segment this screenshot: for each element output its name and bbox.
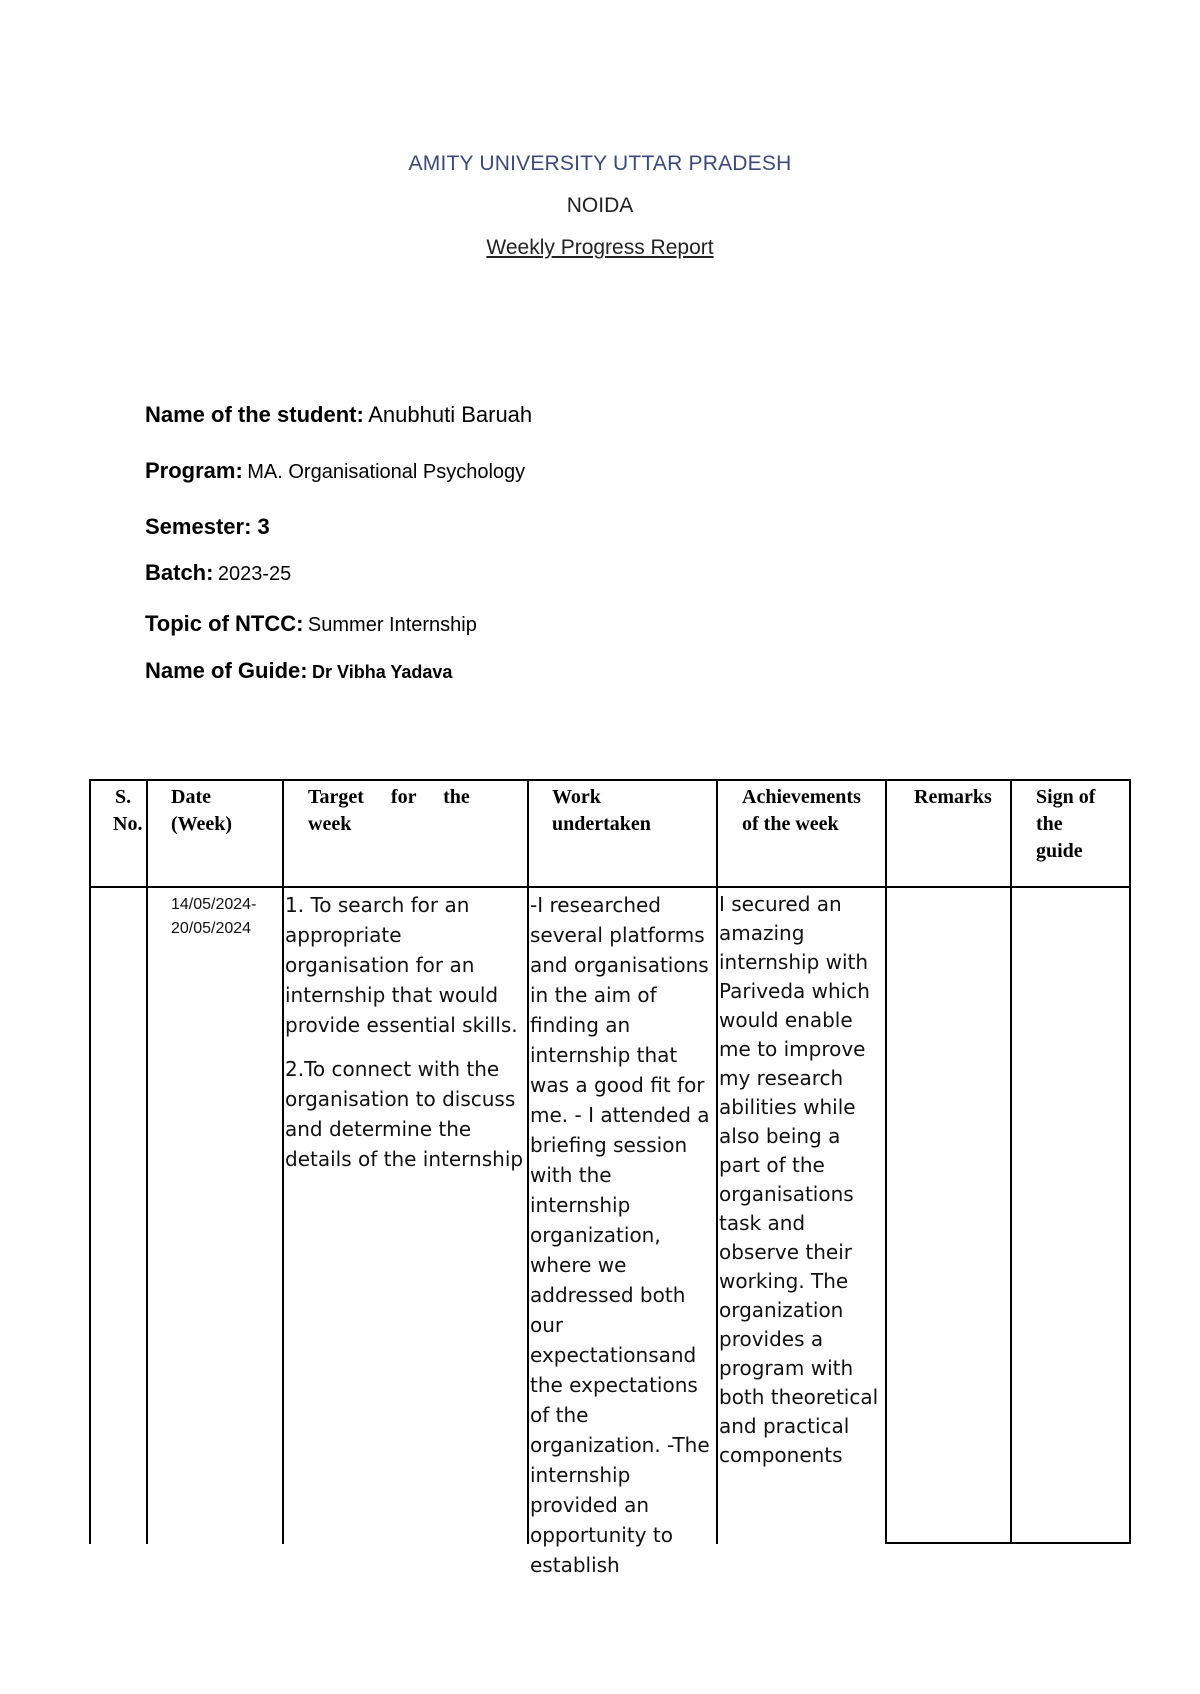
semester-label: Semester: 3 [145,514,270,539]
student-name-row [145,402,532,428]
table-top-border [89,779,1131,781]
table-col-line [89,779,91,1544]
table-col-line [527,779,529,1544]
header-sign [1036,784,1095,865]
program-label: Program: [145,458,243,483]
header-target-line1: Target for the [308,786,470,808]
header-work-line1: Work [552,786,601,808]
batch-value: 2023-25 [217,563,292,585]
header-date-line1: Date [171,786,211,808]
university-name: AMITY UNIVERSITY UTTAR PRADESH [408,152,792,175]
city-name: NOIDA [566,194,634,217]
topic-value: Summer Internship [307,614,477,636]
row1-target-point2: 2.To connect with the organisation to discuss and determine the details of the internship [285,1057,524,1171]
header-work-line2: undertaken [552,813,651,835]
topic-label: Topic of NTCC: [145,611,304,636]
program-value: MA. Organisational Psychology [247,461,526,483]
header-sign-line1: Sign of [1036,786,1096,808]
header-sno [113,784,142,838]
guide-label: Name of Guide: [145,658,308,683]
table-col-line [885,779,887,1544]
row1-target [285,890,525,1174]
header-sno-line2: No. [113,813,143,835]
header-achievements-line2: of the week [742,813,839,835]
header-work [552,784,651,838]
program-row [145,458,525,484]
row1-target-point1: 1. To search for an appropriate organisation for an internship that would provide essential skills. [285,893,518,1037]
header-date [171,784,232,838]
guide-value: Dr Vibha Yadava [312,662,453,682]
row1-date [171,893,281,941]
batch-label: Batch: [145,560,214,585]
header-target-line2: week [308,813,352,835]
row1-date-line2: 20/05/2024 [171,920,252,937]
header-sign-line2: the [1036,813,1063,835]
row1-achievements-text: I secured an amazing internship with Pariveda which would enable me to improve my research abilities while also being a part of the organisations task and observe their working. The organization provides a program with both theoretical and practical components [719,892,879,1467]
header-remarks [914,784,992,811]
guide-row [145,658,452,684]
row1-achievements [719,890,885,1470]
table-col-line [1010,779,1012,1544]
student-name-label: Name of the student: [145,402,364,427]
semester-row [145,514,270,540]
header-achievements-line1: Achievements [742,786,861,808]
table-col-line [282,779,284,1544]
student-name-value: Anubhuti Baruah [368,402,533,427]
table-col-line [1129,779,1131,1544]
header-remarks-line1: Remarks [914,786,992,808]
report-title: Weekly Progress Report [486,236,714,259]
topic-row [145,611,477,637]
table-bottom-border [885,1542,1131,1544]
header-achievements [742,784,861,838]
header-sign-line3: guide [1036,840,1083,862]
header-sno-line1: S. [115,786,132,808]
table-col-line [146,779,148,1544]
header-date-line2: (Week) [171,813,233,835]
header-target [308,784,483,838]
batch-row [145,560,291,586]
table-col-line [716,779,718,1544]
table-header-divider [89,886,1131,888]
row1-work-undertaken [530,890,716,1577]
row1-date-line1: 14/05/2024- [171,896,257,913]
row1-work-text: -I researched several platforms and organisations in the aim of finding an internship that was a good fit for me. - I attended a briefing session with the internship organization, where we addressed both our expectationsand the expectations of the organization. -The internship provided an opportunity to establish [530,893,710,1577]
